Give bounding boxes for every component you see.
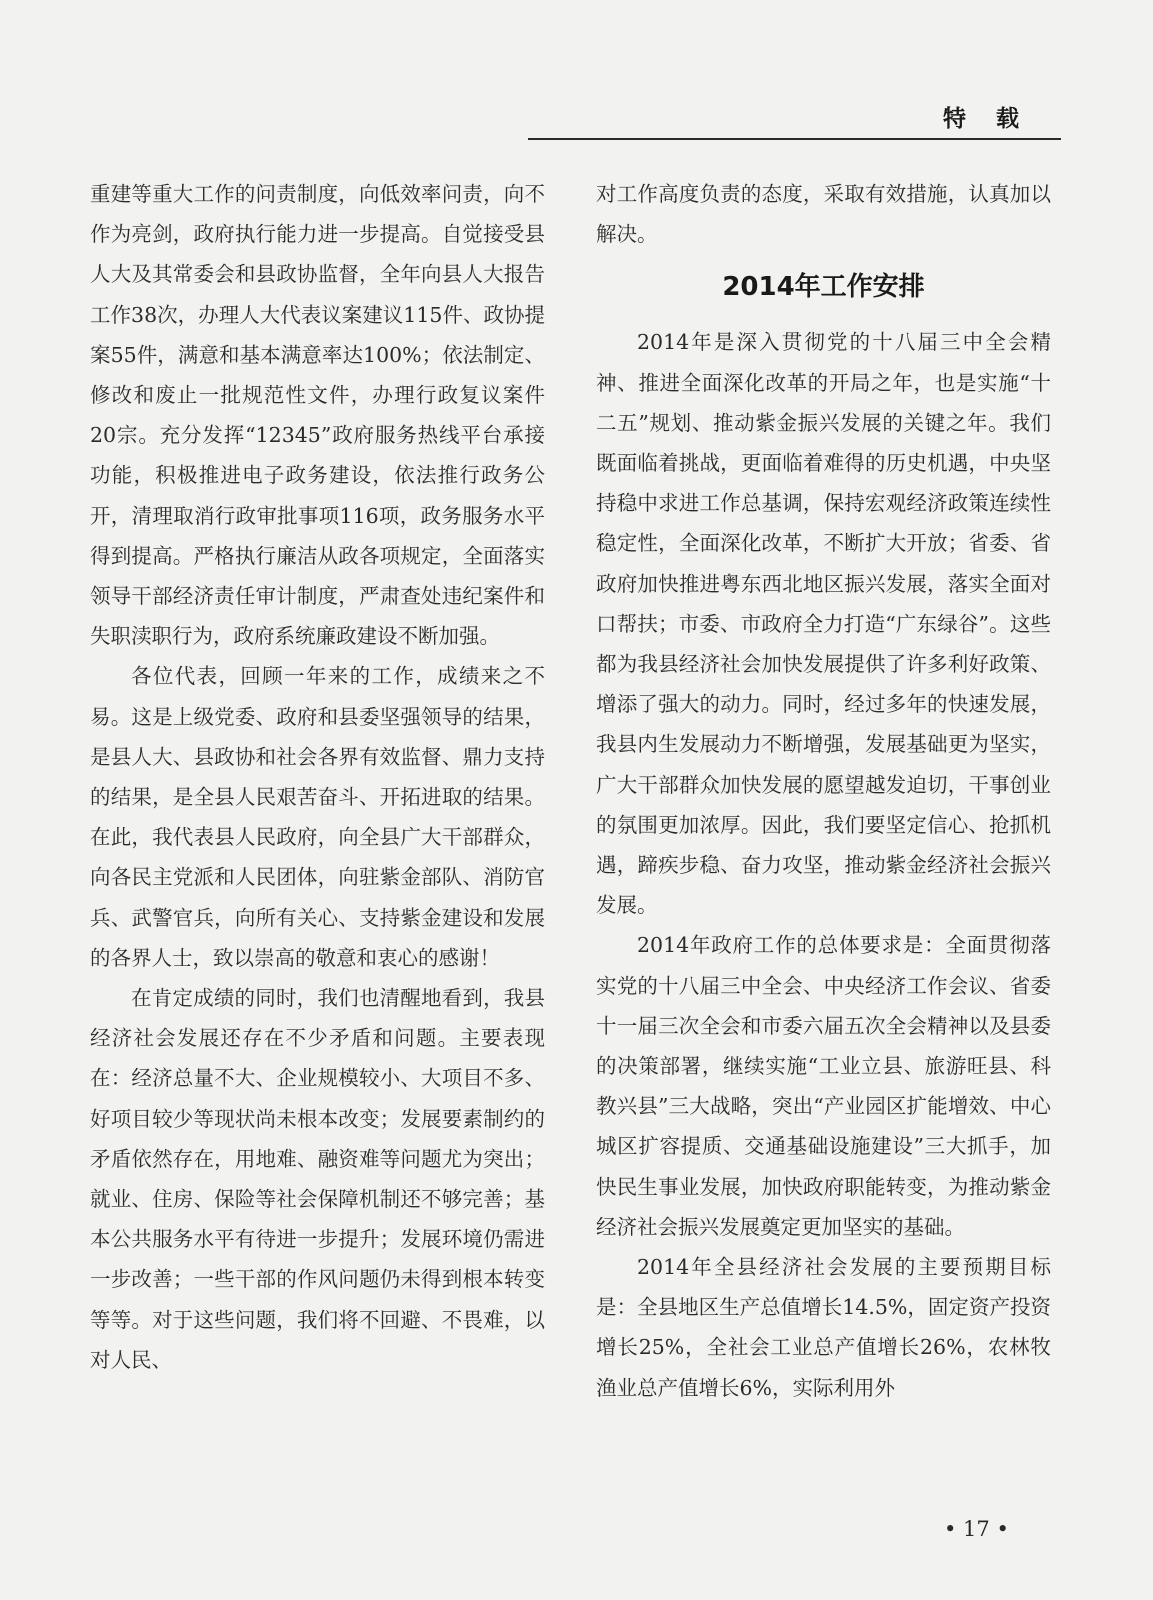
paragraph: 各位代表，回顾一年来的工作，成绩来之不易。这是上级党委、政府和县委坚强领导的结果，是县人大、县政协和社会各界有效监督、鼎力支持的结果，是全县人民艰苦奋斗、开拓进取的结果。在此，我代表县人民政府，向全县广大干部群众，向各民主党派和人民团体，向驻紫金部队、消防官兵、武警官兵，向所有关心、支持紫金建设和发展的各界人士，致以崇高的敬意和衷心的感谢！ (90, 664, 545, 970)
paragraph: 重建等重大工作的问责制度，向低效率问责，向不作为亮剑，政府执行能力进一步提高。自觉接受县人大及其常委会和县政协监督，全年向县人大报告工作38次，办理人大代表议案建议115件、政协提案55件，满意和基本满意率达100%；依法制定、修改和废止一批规范性文件，办理行政复议案件20宗。充分发挥“12345”政府服务热线平台承接功能，积极推进电子政务建设，依法推行政务公开，清理取消行政审批事项116项，政务服务水平得到提高。严格执行廉洁从政各项规定，全面落实领导干部经济责任审计制度，严肃查处违纪案件和失职渎职行为，政府系统廉政建设不断加强。 (90, 182, 545, 649)
paragraph: 2014年全县经济社会发展的主要预期目标是：全县地区生产总值增长14.5%，固定资产投资增长25%，全社会工业总产值增长26%，农林牧渔业总产值增长6%，实际利用外 (596, 1255, 1051, 1400)
paragraph: 2014年政府工作的总体要求是：全面贯彻落实党的十八届三中全会、中央经济工作会议、省委十一届三次全会和市委六届五次全会精神以及县委的决策部署，继续实施“工业立县、旅游旺县、科教兴县”三大战略，突出“产业园区扩能增效、中心城区扩容提质、交通基础设施建设”三大抓手，加快民生事业发展，加快政府职能转变，为推动紫金经济社会振兴发展奠定更加坚实的基础。 (596, 933, 1051, 1239)
paragraph: 在肯定成绩的同时，我们也清醒地看到，我县经济社会发展还存在不少矛盾和问题。主要表现在：经济总量不大、企业规模较小、大项目不多、好项目较少等现状尚未根本改变；发展要素制约的矛盾依然存在，用地难、融资难等问题尤为突出；就业、住房、保险等社会保障机制还不够完善；基本公共服务水平有待进一步提升；发展环境仍需进一步改善；一些干部的作风问题仍未得到根本转变等等。对于这些问题，我们将不回避、不畏难，以对人民、 (90, 986, 545, 1372)
right-column (596, 174, 1051, 1408)
page-number: • 17 • (944, 1517, 1009, 1541)
left-column (90, 174, 545, 1380)
header-rule (528, 138, 1061, 140)
paragraph: 2014年是深入贯彻党的十八届三中全会精神、推进全面深化改革的开局之年，也是实施“十二五”规划、推动紫金振兴发展的关键之年。我们既面临着挑战，更面临着难得的历史机遇，中央坚持稳中求进工作总基调，保持宏观经济政策连续性稳定性，全面深化改革，不断扩大开放；省委、省政府加快推进粤东西北地区振兴发展，落实全面对口帮扶；市委、市政府全力打造“广东绿谷”。这些都为我县经济社会加快发展提供了许多利好政策、增添了强大的动力。同时，经过多年的快速发展，我县内生发展动力不断增强，发展基础更为坚实，广大干部群众加快发展的愿望越发迫切，干事创业的氛围更加浓厚。因此，我们要坚定信心、抢抓机遇，蹄疾步稳、奋力攻坚，推动紫金经济社会振兴发展。 (596, 330, 1051, 918)
paragraph: 对工作高度负责的态度，采取有效措施，认真加以解决。 (596, 182, 1051, 247)
section-title: 2014年工作安排 (722, 272, 925, 303)
running-head: 特载 (943, 106, 1049, 132)
